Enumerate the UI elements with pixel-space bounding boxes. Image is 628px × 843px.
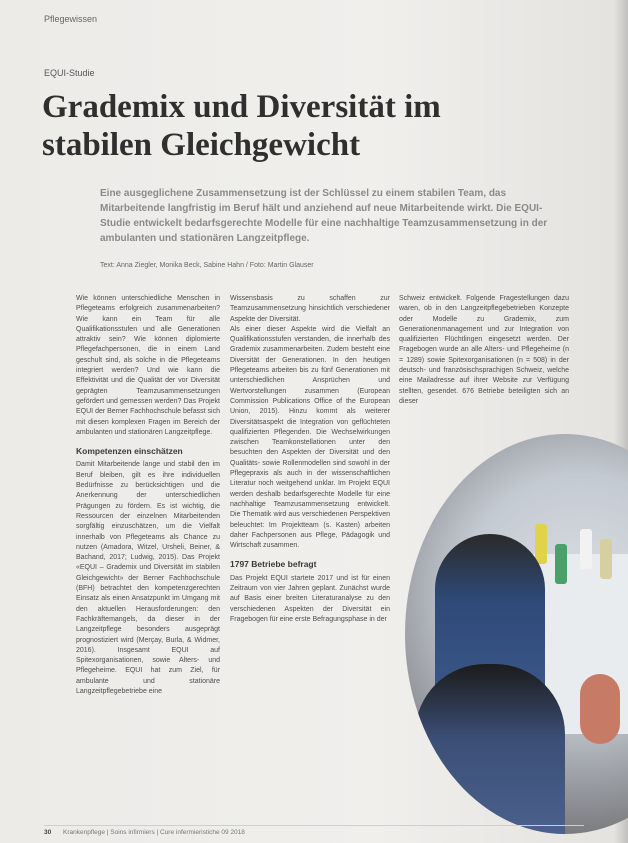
photo-bottle	[580, 529, 592, 569]
paragraph: Schweiz entwickelt. Folgende Fragestellungen dazu waren, ob in den Langzeitpflegebetrieben Konzepte oder Modelle zu Grademix, zum Generationenmanagement und zur Integration von qualifizierten Flüchtlingen eingesetzt werden. Der Fragebogen wurde an alle Alters- und Pflegeheime (n = 1289) sowie Spitexorganisationen (n = 508) in der deutsch- und französischsprachigen Schweiz, welche eine Mailadresse auf ihrer Website zur Verfügung stellten, gesendet. 676 Betriebe beteiligten sich an dieser	[399, 295, 569, 405]
article-credits: Text: Anna Ziegler, Monika Beck, Sabine Hahn / Foto: Martin Glauser	[100, 262, 314, 269]
article-photo	[405, 434, 628, 834]
section-label: Pflegewissen	[44, 14, 98, 24]
page-footer	[44, 829, 245, 836]
rubric-label: EQUI-Studie	[44, 68, 95, 78]
text-column-2	[230, 294, 390, 625]
photo-bottle	[600, 539, 612, 579]
paragraph: Das Projekt EQUI startete 2017 und ist für einen Zeitraum von vier Jahren geplant. Zunächst wurde auf Basis einer breiten Literaturanalyse zu den verschiedenen Aspekten der Diversität ein Fragebogen für eine erste Befragungsphase in der	[230, 574, 390, 623]
photo-person	[415, 664, 565, 834]
subheading: 1797 Betriebe befragt	[230, 559, 317, 570]
footer-source: Krankenpflege | Soins infirmiers | Cure infermieristiche 09 2018	[63, 829, 245, 836]
article-lead: Eine ausgeglichene Zusammensetzung ist der Schlüssel zu einem stabilen Team, das Mitarbeitende langfristig im Beruf hält und anziehend auf neue Mitarbeitende wirkt. Die EQUI-Studie entwickelt bedarfsgerechte Modelle für eine nachhaltige Teamzusammensetzung in der ambulanten und stationären Langzeitpflege.	[100, 188, 548, 244]
text-column-3	[399, 294, 569, 407]
paragraph: Als einer dieser Aspekte wird die Vielfalt an Qualifikationsstufen verstanden, die innerhalb des Grademix zusammenarbeiten. Zudem besteht eine Diversität der Generationen. In den heutigen Pflegeteams arbeiten bis zu fünf Generationen mit unterschiedlichen Ansprüchen und Wertvorstellungen zusammen (European Commission Publications Office of the European Union, 2015). Hinzu kommt als weiterer Diversitätsaspekt die Integration von geflüchteten qualifizierten Pflegenden. Die Wechselwirkungen zwischen Teamkonstellationen unter den besuchten den Aspekten der Diversität und den Qualitäts- sowie Rollenmodellen sind sowohl in der Pflegepraxis als auch in der wissenschaftlichen Literatur noch weitgehend unklar. Im Projekt EQUI werden deshalb bedarfsgerechte Modelle für eine nachhaltige Teamzusammensetzung entwickelt. Die Thematik wird aus verschiedenen Perspektiven beleuchtet: Im Projektteam (s. Kasten) arbeiten daher Fachpersonen aus Pflege, Pädagogik und Wirtschaft zusammen.	[230, 325, 390, 550]
photo-hand	[580, 674, 620, 744]
photo-bottle	[535, 524, 547, 564]
subheading: Kompetenzen einschätzen	[76, 446, 183, 457]
photo-bottle	[555, 544, 567, 584]
text-column-1	[76, 294, 220, 697]
paragraph: Wissensbasis zu schaffen zur Teamzusammensetzung hinsichtlich verschiedener Aspekte der Diversität.	[230, 295, 390, 323]
paragraph: Wie können unterschiedliche Menschen in Pflegeteams erfolgreich zusammenarbeiten? Wie kann ein Team für alle Qualifikationsstufen und alle Generationen attraktiv sein? Wie können diplomierte Pflegefachpersonen, die in einem Land geschult sind, als solche in die Pflegeteams integriert werden? Und wie kann die Effektivität und die Qualität der vor Diversität geprägten Teamzusammensetzungen gefördert und gemessen werden? Das Projekt EQUI der Berner Fachhochschule befasst sich mit diesen komplexen Fragen im Bereich der ambulanten und stationären Langzeitpflege.	[76, 295, 220, 436]
paragraph: Damit Mitarbeitende lange und stabil den im Beruf bleiben, gilt es ihre individuellen Bedürfnisse zu berücksichtigen und die Anerkennung der unterschiedlichen Prägungen zu fördern. Es ist wichtig, die Ressourcen der einzelnen Mitarbeitenden sorgfältig einzuschätzen, um die Vielfalt innerhalb von Pflegeteams als Chance zu nutzen (Amadora, Witzel, Ursheli, Beiner, & Bachand, 2017; Ludwig, 2015). Das Projekt «EQUI – Grademix und Diversität im stabilen Gleichgewicht» der Berner Fachhochschule (BFH) betrachtet den kompetenzgerechten Einsatz als einen Ansatzpunkt im Umgang mit den aktuellen Herausforderungen: den Fachkräftemangels, da dieser in der Langzeitpflege besonders ausgeprägt prognostiziert wird (Merçay, Burla, & Widmer, 2016). Insgesamt EQUI auf Spitexorganisationen, sowie Alters- und Pflegeheime. EQUI hat zum Ziel, für ambulante und stationäre Langzeitpflegebetriebe eine	[76, 461, 220, 695]
page-number: 30	[44, 829, 52, 836]
article-title: Grademix und Diversität im stabilen Gleichgewicht	[42, 89, 441, 163]
footer-rule	[44, 825, 584, 826]
